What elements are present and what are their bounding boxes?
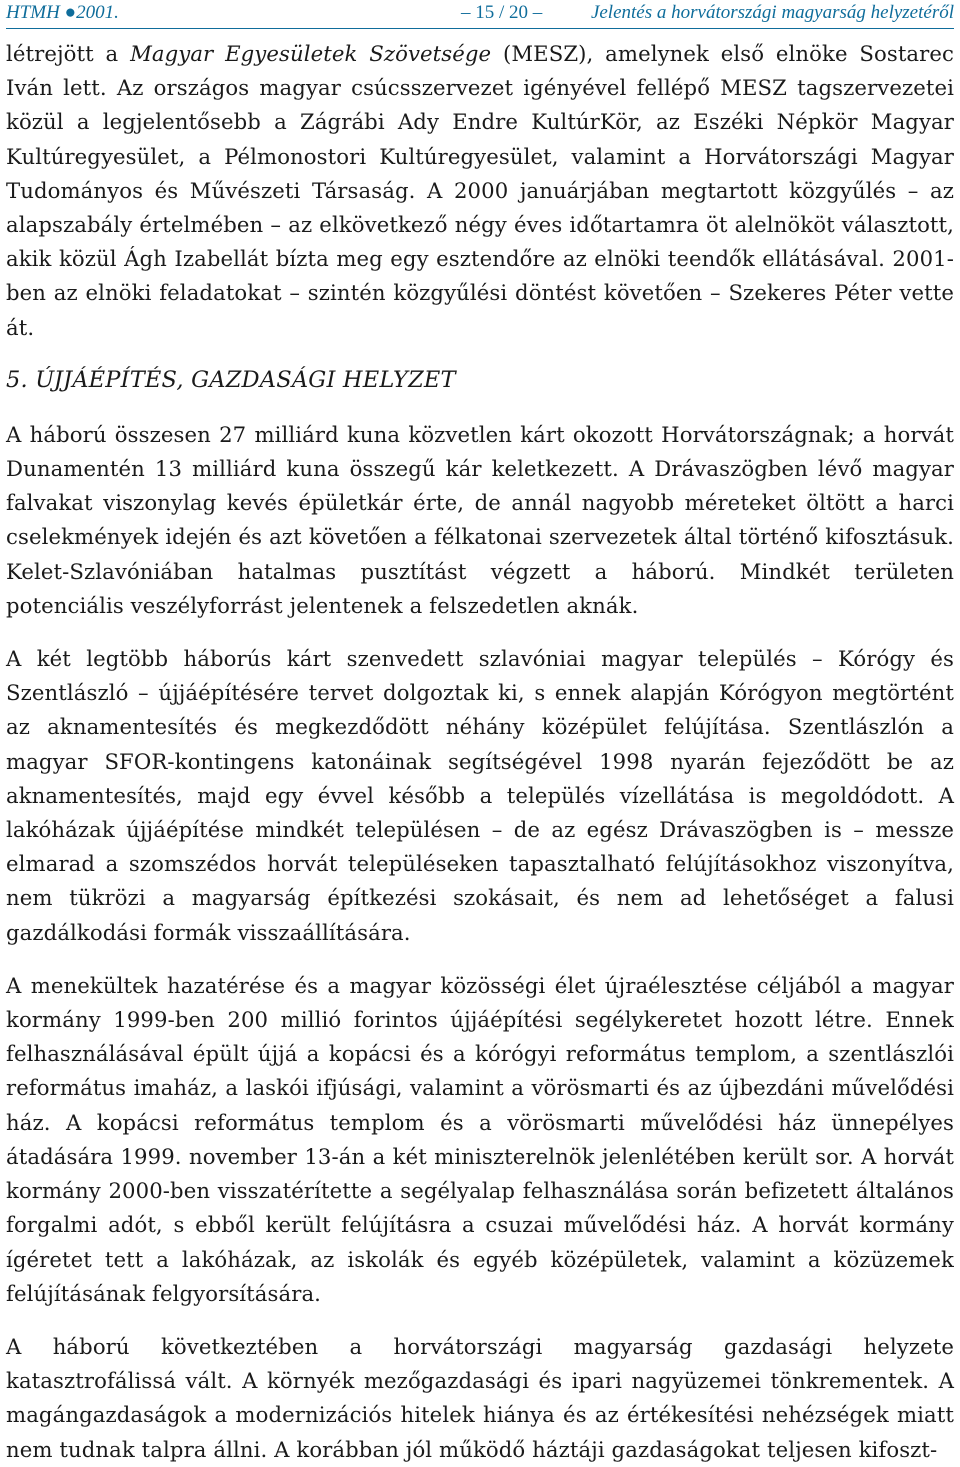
header-report-title: Jelentés a horvátországi magyarság helyzetéről bbox=[590, 2, 954, 23]
paragraph-war-damage: A háború összesen 27 milliárd kuna közvetlen kárt okozott Horvátországnak; a horvát Dunamentén 13 milliárd kuna összegű kár keletkezett. A Drávaszögben lévő magyar falvakat viszonylag kevés épületkár érte, de annál nagyobb méreteket öltött a harci cselekmények idején és azt követően a félkatonai szervezetek által történő kifosztásuk. Kelet-Szlavóniában hatalmas pusztítást végzett a háború. Mindkét területen potenciális veszélyforrást jelentenek a felszedetlen aknák. bbox=[6, 421, 954, 618]
running-header bbox=[6, 0, 954, 29]
paragraph-economic-situation: A háború következtében a horvátországi magyarság gazdasági helyzete katasztrofálissá vált. A környék mezőgazdasági és ipari nagyüzemei tönkrementek. A magángazdaságok a modernizációs hitelek hiánya és az értékesítési nehézségek miatt nem tudnak talpra állni. A korábban jól működő háztáji gazdaságokat teljesen kifoszt- bbox=[6, 1333, 954, 1462]
header-page-number: – 15 / 20 – bbox=[461, 2, 543, 23]
document-page bbox=[6, 0, 954, 1467]
header-journal-issue: HTMH ●2001. bbox=[6, 2, 119, 23]
paragraph-reconstruction: A két legtöbb háborús kárt szenvedett szlavóniai magyar település – Kórógy és Szentlászló – újjáépítésére tervet dolgoztak ki, s ennek alapján Kórógyon megtörtént az aknamentesítés és megkezdődött néhány középület felújítása. Szentlászlón a magyar SFOR-kontingens katonáinak segítségével 1998 nyarán fejeződött be az aknamentesítés, majd egy évvel később a település vízellátása is megoldódott. A lakóházak újjáépítése mindkét településen – de az egész Drávaszögben is – messze elmarad a szomszédos horvát településeken tapasztalható felújításokhoz viszonyítva, nem tükrözi a magyarság építkezési szokásait, és nem ad lehetőséget a falusi gazdálkodási formák visszaállítására. bbox=[6, 646, 954, 945]
section-heading: 5. ÚJJÁÉPÍTÉS, GAZDASÁGI HELYZET bbox=[6, 366, 456, 393]
organization-name: Magyar Egyesületek Szövetsége bbox=[130, 41, 492, 66]
paragraph-mesz bbox=[6, 37, 954, 345]
paragraph-mesz-start: létrejött a bbox=[6, 41, 131, 66]
paragraph-mesz-rest: (MESZ), amelynek első elnöke Sostarec Iván lett. Az országos magyar csúcsszervezet igényével fellépő MESZ tagszervezetei közül a legjelentősebb a Zágrábi Ady Endre KultúrKör, az Eszéki Népkör Magyar Kultúregyesület, a Pélmonostori Kultúregyesület, valamint a Horvátországi Magyar Tudományos és Művészeti Társaság. A 2000 januárjában megtartott közgyűlés – az alapszabály értelmében – az elkövetkező négy éves időtartamra öt alelnököt választott, akik közül Ágh Izabellát bízta meg egy esztendőre az elnöki teendők ellátásával. 2001-ben az elnöki feladatokat – szintén közgyűlési döntést követően – Szekeres Péter vette át. bbox=[6, 41, 954, 340]
document-body bbox=[6, 37, 954, 1467]
paragraph-government-aid: A menekültek hazatérése és a magyar közösségi élet újraélesztése céljából a magyar kormány 1999-ben 200 millió forintos újjáépítési segélykeretet hozott létre. Ennek felhasználásával épült újjá a kopácsi és a kórógyi református templom, a szentlászlói református imaház, a laskói ifjúsági, valamint a vörösmarti és az újbezdáni művelődési ház. A kopácsi református templom és a vörösmarti művelődési ház ünnepélyes átadására 1999. november 13-án a két miniszterelnök jelenlétében került sor. A horvát kormány 2000-ben visszatérítette a segélyalap felhasználása során befizetett általános forgalmi adót, s ebből került felújításra a csuzai művelődési ház. A horvát kormány ígéretet tett a lakóházak, az iskolák és egyéb középületek, valamint a közüzemek felújításának felgyorsítására. bbox=[6, 972, 954, 1306]
